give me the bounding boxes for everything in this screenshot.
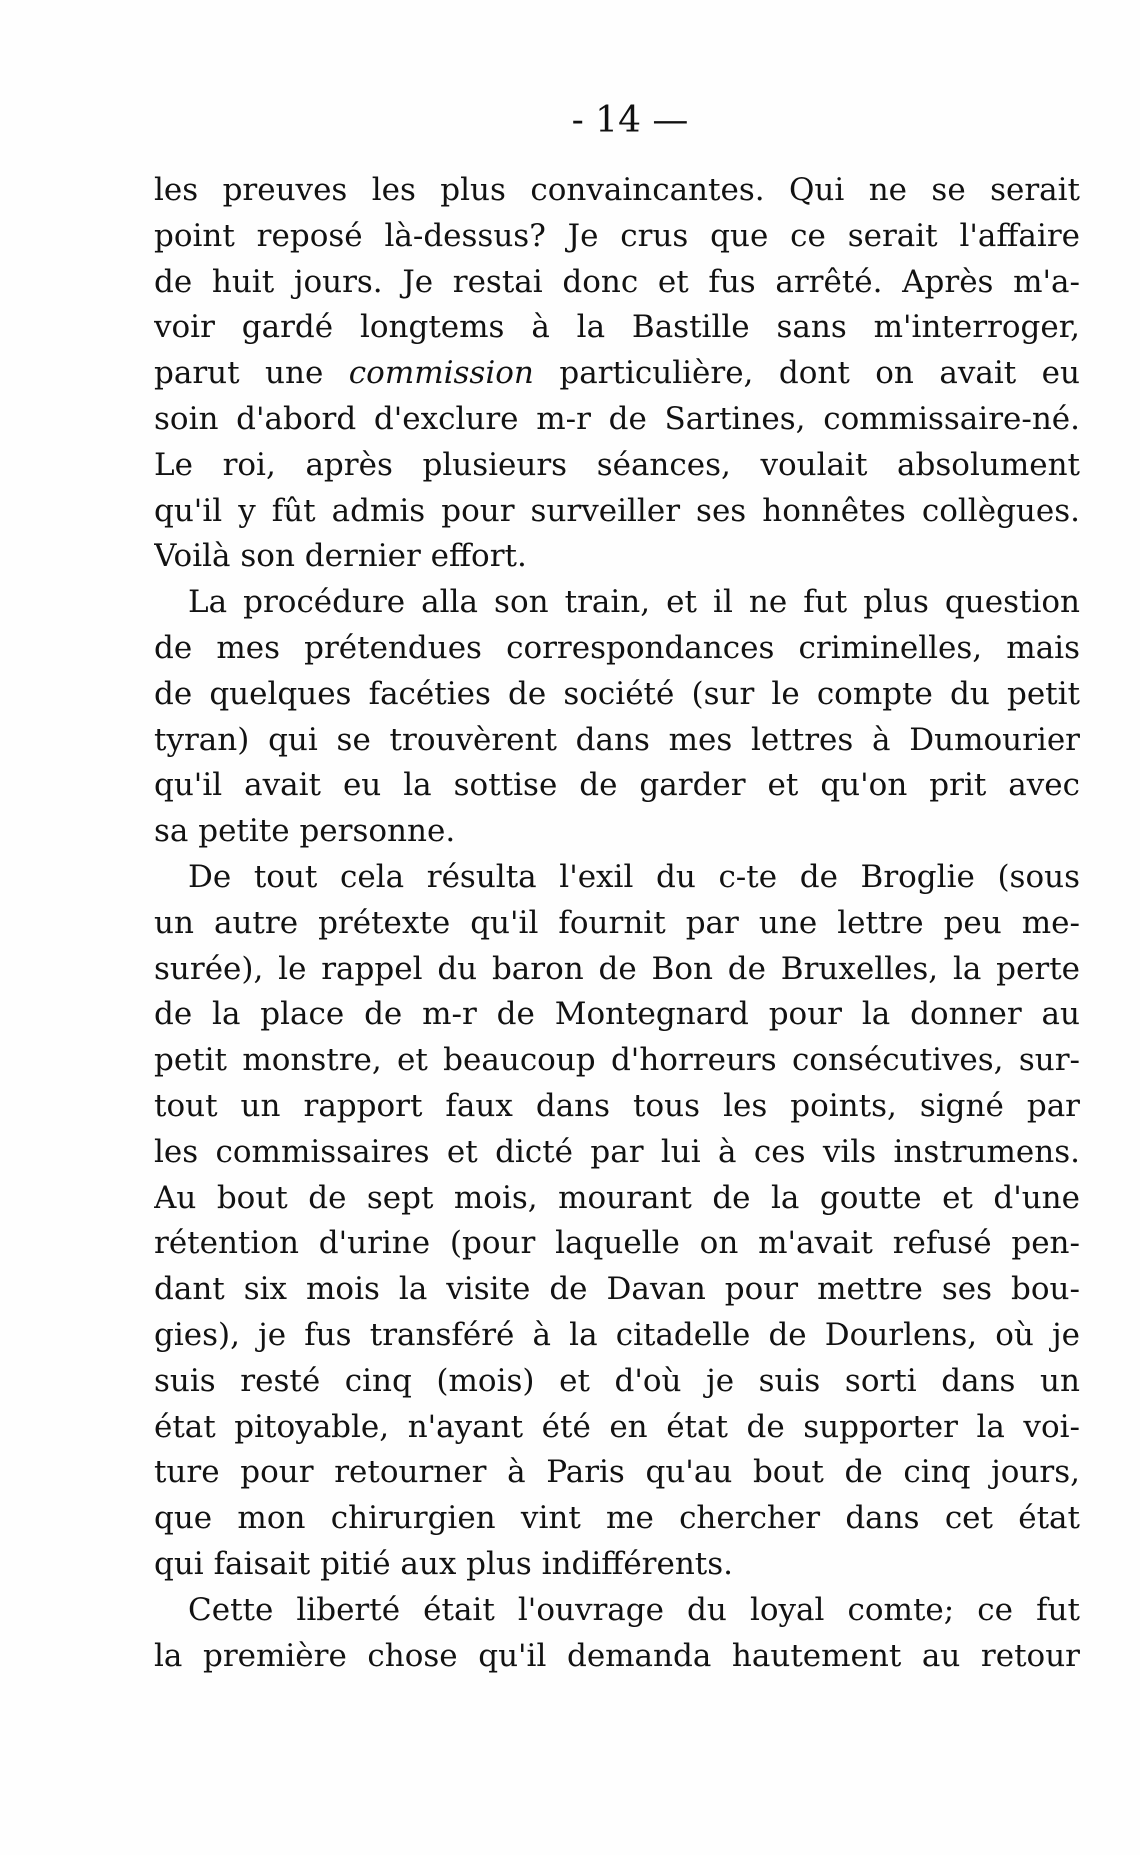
- text-line: qu'il y fût admis pour surveiller ses honnêtes collègues.: [154, 492, 1080, 529]
- text-line: point reposé là-dessus? Je crus que ce serait l'affaire: [154, 217, 1080, 254]
- text-fragment: parut une: [154, 355, 349, 392]
- text-line: les commissaires et dicté par lui à ces vils instrumens.: [154, 1133, 1080, 1170]
- text-line: que mon chirurgien vint me chercher dans cet état: [154, 1500, 1080, 1537]
- text-line: petit monstre, et beaucoup d'horreurs consécutives, sur-: [154, 1042, 1080, 1079]
- text-line: de huit jours. Je restai donc et fus arrêté. Après m'a-: [154, 263, 1080, 300]
- text-line: [154, 351, 1080, 397]
- text-line: la première chose qu'il demanda hautement au retour: [154, 1637, 1080, 1674]
- text-line: les preuves les plus convaincantes. Qui ne se serait: [154, 172, 1080, 208]
- text-line: qui faisait pitié aux plus indifférents.: [154, 1545, 734, 1582]
- body-text: [154, 168, 1080, 1679]
- text-fragment: particulière, dont on avait eu: [533, 355, 1080, 392]
- text-line: gies), je fus transféré à la citadelle de Dourlens, où je: [154, 1316, 1080, 1353]
- text-line: Voilà son dernier effort.: [154, 538, 527, 575]
- text-line: suis resté cinq (mois) et d'où je suis sorti dans un: [154, 1362, 1080, 1399]
- italic-word: commission: [348, 355, 534, 392]
- text-line: ture pour retourner à Paris qu'au bout de cinq jours,: [154, 1454, 1080, 1491]
- text-line: Au bout de sept mois, mourant de la goutte et d'une: [154, 1179, 1080, 1216]
- text-line: La procédure alla son train, et il ne fut plus question: [188, 584, 1080, 621]
- text-line: état pitoyable, n'ayant été en état de supporter la voi-: [154, 1408, 1080, 1445]
- text-line: qu'il avait eu la sottise de garder et qu'on prit avec: [154, 767, 1080, 804]
- text-line: De tout cela résulta l'exil du c-te de Broglie (sous: [188, 858, 1080, 895]
- text-line: sa petite personne.: [154, 813, 456, 850]
- text-line: tyran) qui se trouvèrent dans mes lettres à Dumourier: [154, 721, 1080, 758]
- text-line: Cette liberté était l'ouvrage du loyal comte; ce fut: [188, 1591, 1080, 1628]
- text-line: un autre prétexte qu'il fournit par une lettre peu me-: [154, 904, 1080, 941]
- text-line: tout un rapport faux dans tous les points, signé par: [154, 1087, 1080, 1124]
- text-line: de quelques facéties de société (sur le compte du petit: [154, 675, 1080, 712]
- text-line: rétention d'urine (pour laquelle on m'avait refusé pen-: [154, 1225, 1080, 1262]
- text-line: de mes prétendues correspondances criminelles, mais: [154, 629, 1080, 666]
- text-line: voir gardé longtems à la Bastille sans m'interroger,: [154, 309, 1080, 346]
- text-line: soin d'abord d'exclure m-r de Sartines, commissaire-né.: [154, 400, 1080, 437]
- page-number: - 14 —: [571, 100, 689, 141]
- text-line: de la place de m-r de Montegnard pour la donner au: [154, 996, 1080, 1033]
- text-line: dant six mois la visite de Davan pour mettre ses bou-: [154, 1271, 1080, 1308]
- text-line: Le roi, après plusieurs séances, voulait absolument: [154, 446, 1080, 483]
- text-line: surée), le rappel du baron de Bon de Bruxelles, la perte: [154, 950, 1080, 987]
